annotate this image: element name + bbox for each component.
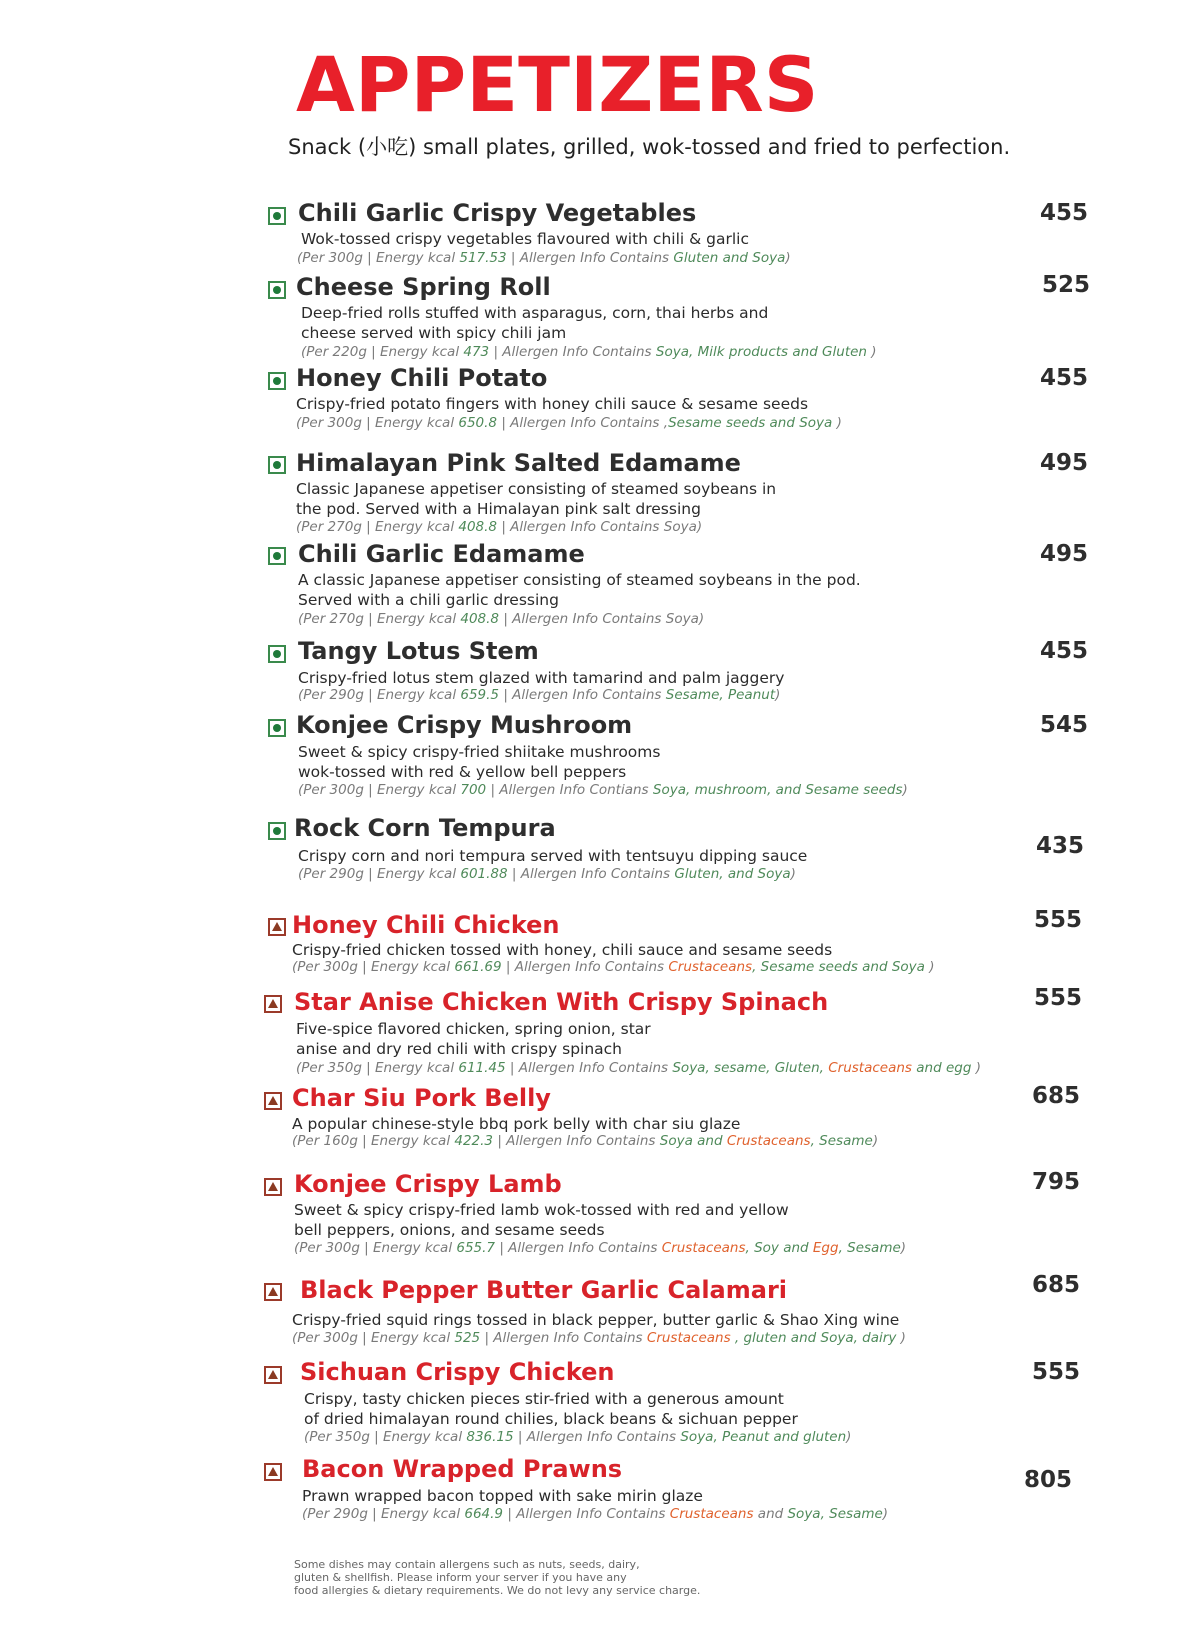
info-segment: | Allergen Info Contains bbox=[507, 866, 675, 882]
info-segment: ) bbox=[882, 1506, 889, 1522]
description-line: bell peppers, onions, and sesame seeds bbox=[294, 1221, 605, 1239]
item-name: Cheese Spring Roll bbox=[296, 273, 551, 301]
info-segment: Sesame, Peanut bbox=[665, 687, 776, 703]
info-segment: (Per 290g | Energy kcal bbox=[302, 1506, 465, 1522]
item-name: Star Anise Chicken With Crispy Spinach bbox=[294, 988, 829, 1016]
item-nutrition-info bbox=[296, 414, 842, 432]
item-nutrition-info bbox=[298, 610, 704, 628]
non-veg-icon bbox=[268, 918, 286, 936]
item-description bbox=[298, 570, 861, 610]
info-segment: (Per 300g | Energy kcal bbox=[297, 250, 460, 266]
item-price: 525 bbox=[1042, 272, 1091, 298]
item-nutrition-info bbox=[302, 1505, 888, 1523]
info-segment: ) bbox=[832, 415, 842, 431]
item-name: Himalayan Pink Salted Edamame bbox=[296, 449, 741, 477]
description-line: A classic Japanese appetiser consisting of steamed soybeans in the pod. bbox=[298, 571, 861, 589]
item-price: 545 bbox=[1040, 712, 1089, 738]
description-line: Crispy-fried lotus stem glazed with tamarind and palm jaggery bbox=[298, 669, 785, 687]
info-segment: 601.88 bbox=[460, 866, 508, 882]
item-name: Tangy Lotus Stem bbox=[298, 637, 539, 665]
info-segment: 661.69 bbox=[454, 959, 502, 975]
item-description bbox=[298, 742, 660, 782]
info-segment: and bbox=[753, 1506, 788, 1522]
item-price: 555 bbox=[1032, 1359, 1081, 1385]
info-segment: and egg bbox=[911, 1060, 972, 1076]
info-segment: 650.8 bbox=[458, 415, 498, 431]
item-price: 455 bbox=[1040, 200, 1089, 226]
info-segment: | Allergen Info Contains bbox=[503, 1506, 670, 1522]
info-segment: 422.3 bbox=[454, 1133, 494, 1149]
info-segment: 659.5 bbox=[460, 687, 500, 703]
veg-icon bbox=[268, 456, 286, 474]
info-segment: (Per 300g | Energy kcal bbox=[292, 959, 455, 975]
description-line: Classic Japanese appetiser consisting of steamed soybeans in bbox=[296, 480, 777, 498]
info-segment: Crustaceans bbox=[669, 1506, 754, 1522]
info-segment: ) bbox=[866, 344, 877, 360]
item-description bbox=[292, 1310, 899, 1330]
info-segment: | Allergen Info Contains bbox=[489, 344, 656, 360]
info-segment: , Sesame bbox=[810, 1133, 873, 1149]
description-line: cheese served with spicy chili jam bbox=[301, 324, 567, 342]
item-name: Rock Corn Tempura bbox=[294, 814, 556, 842]
info-segment: 700 bbox=[460, 782, 487, 798]
info-segment: ) bbox=[790, 866, 796, 882]
veg-icon bbox=[268, 645, 286, 663]
description-line: Sweet & spicy crispy-fried lamb wok-tossed with red and yellow bbox=[294, 1201, 789, 1219]
info-segment: (Per 220g | Energy kcal bbox=[301, 344, 464, 360]
item-price: 805 bbox=[1024, 1467, 1073, 1493]
info-segment: (Per 290g | Energy kcal bbox=[298, 687, 461, 703]
info-segment: Egg bbox=[812, 1240, 839, 1256]
page-title: APPETIZERS bbox=[296, 40, 819, 129]
item-description bbox=[301, 229, 749, 249]
info-segment: | Allergen Info Contains bbox=[495, 1240, 662, 1256]
item-description bbox=[294, 1200, 789, 1240]
item-description bbox=[296, 479, 776, 519]
info-segment: 408.8 bbox=[460, 611, 500, 627]
item-price: 555 bbox=[1034, 907, 1083, 933]
description-line: anise and dry red chili with crispy spinach bbox=[296, 1040, 623, 1058]
info-segment: (Per 300g | Energy kcal bbox=[292, 1330, 455, 1346]
info-segment: | Allergen Info Contains bbox=[493, 1133, 660, 1149]
info-segment: ) bbox=[846, 1429, 852, 1445]
info-segment: 611.45 bbox=[458, 1060, 506, 1076]
item-description bbox=[298, 846, 807, 866]
info-segment: (Per 160g | Energy kcal bbox=[292, 1133, 455, 1149]
item-nutrition-info bbox=[296, 518, 702, 536]
info-segment: ) bbox=[924, 959, 935, 975]
info-segment: ) bbox=[900, 1240, 907, 1256]
info-segment: (Per 270g | Energy kcal bbox=[296, 519, 459, 535]
item-nutrition-info bbox=[296, 1059, 981, 1077]
info-segment: (Per 300g | Energy kcal bbox=[296, 415, 459, 431]
item-description bbox=[292, 1114, 740, 1134]
info-segment: | Allergen Info Contians bbox=[486, 782, 653, 798]
item-name: Sichuan Crispy Chicken bbox=[300, 1358, 615, 1386]
info-segment: (Per 300g | Energy kcal bbox=[298, 782, 461, 798]
non-veg-icon bbox=[264, 1366, 282, 1384]
info-segment: Soya, Sesame bbox=[787, 1506, 883, 1522]
info-segment: | Allergen Info Contains , bbox=[497, 415, 669, 431]
info-segment: ) bbox=[971, 1060, 981, 1076]
info-segment: (Per 350g | Energy kcal bbox=[296, 1060, 459, 1076]
item-name: Black Pepper Butter Garlic Calamari bbox=[300, 1276, 788, 1304]
info-segment: | Allergen Info Contains Soya) bbox=[499, 611, 705, 627]
item-description bbox=[296, 1019, 651, 1059]
description-line: Crispy-fried chicken tossed with honey, chili sauce and sesame seeds bbox=[292, 941, 833, 959]
item-price: 685 bbox=[1032, 1083, 1081, 1109]
info-segment: (Per 300g | Energy kcal bbox=[294, 1240, 457, 1256]
description-line: Crispy-fried squid rings tossed in black pepper, butter garlic & Shao Xing wine bbox=[292, 1311, 900, 1329]
description-line: A popular chinese-style bbq pork belly with char siu glaze bbox=[292, 1115, 741, 1133]
info-segment: (Per 290g | Energy kcal bbox=[298, 866, 461, 882]
item-price: 455 bbox=[1040, 365, 1089, 391]
item-nutrition-info bbox=[297, 249, 791, 267]
item-nutrition-info bbox=[292, 1132, 878, 1150]
info-segment: , gluten and Soya, dairy bbox=[734, 1330, 897, 1346]
info-segment: , Sesame seeds and Soya bbox=[752, 959, 925, 975]
info-segment: 655.7 bbox=[456, 1240, 496, 1256]
veg-icon bbox=[268, 822, 286, 840]
item-description bbox=[298, 668, 784, 688]
item-nutrition-info bbox=[298, 865, 796, 883]
note-line: gluten & shellfish. Please inform your server if you have any bbox=[294, 1571, 627, 1584]
info-segment: ) bbox=[872, 1133, 879, 1149]
non-veg-icon bbox=[264, 1178, 282, 1196]
allergen-note bbox=[294, 1558, 700, 1597]
description-line: of dried himalayan round chilies, black beans & sichuan pepper bbox=[304, 1410, 798, 1428]
info-segment: Crustaceans bbox=[661, 1240, 746, 1256]
info-segment: 408.8 bbox=[458, 519, 498, 535]
veg-icon bbox=[268, 547, 286, 565]
veg-icon bbox=[268, 719, 286, 737]
description-line: wok-tossed with red & yellow bell peppers bbox=[298, 763, 627, 781]
info-segment: Soya, Milk products and Gluten bbox=[655, 344, 867, 360]
description-line: Crispy-fried potato fingers with honey chili sauce & sesame seeds bbox=[296, 395, 809, 413]
info-segment: (Per 350g | Energy kcal bbox=[304, 1429, 467, 1445]
info-segment: ) bbox=[902, 782, 908, 798]
description-line: the pod. Served with a Himalayan pink salt dressing bbox=[296, 500, 701, 518]
item-price: 555 bbox=[1034, 985, 1083, 1011]
info-segment: | Allergen Info Contains bbox=[505, 1060, 673, 1076]
item-nutrition-info bbox=[298, 686, 780, 704]
info-segment: 836.15 bbox=[466, 1429, 514, 1445]
page-subtitle: Snack (小吃) small plates, grilled, wok-tossed and fried to perfection. bbox=[288, 135, 1011, 159]
info-segment: 664.9 bbox=[464, 1506, 504, 1522]
item-price: 435 bbox=[1036, 833, 1085, 859]
info-segment: Soya and bbox=[659, 1133, 727, 1149]
non-veg-icon bbox=[264, 1463, 282, 1481]
item-description bbox=[301, 303, 768, 343]
description-line: Wok-tossed crispy vegetables flavoured with chili & garlic bbox=[301, 230, 749, 248]
info-segment: 473 bbox=[463, 344, 490, 360]
info-segment: 517.53 bbox=[459, 250, 507, 266]
veg-icon bbox=[268, 281, 286, 299]
non-veg-icon bbox=[264, 995, 282, 1013]
description-line: Crispy, tasty chicken pieces stir-fried with a generous amount bbox=[304, 1390, 784, 1408]
info-segment: Crustaceans bbox=[828, 1060, 912, 1076]
item-nutrition-info bbox=[301, 343, 877, 361]
info-segment: Soya, sesame, Gluten, bbox=[672, 1060, 829, 1076]
info-segment: | Allergen Info Contains Soya) bbox=[497, 519, 703, 535]
item-price: 685 bbox=[1032, 1272, 1081, 1298]
description-line: Sweet & spicy crispy-fried shiitake mushrooms bbox=[298, 743, 661, 761]
info-segment: Soya, Peanut and gluten bbox=[680, 1429, 847, 1445]
item-nutrition-info bbox=[304, 1428, 851, 1446]
item-name: Bacon Wrapped Prawns bbox=[302, 1455, 623, 1483]
item-price: 455 bbox=[1040, 638, 1089, 664]
item-description bbox=[304, 1389, 798, 1429]
item-nutrition-info bbox=[292, 958, 935, 976]
veg-icon bbox=[268, 372, 286, 390]
non-veg-icon bbox=[264, 1092, 282, 1110]
item-price: 795 bbox=[1032, 1169, 1081, 1195]
info-segment: | Allergen Info Contains bbox=[506, 250, 674, 266]
info-segment: ) bbox=[775, 687, 781, 703]
info-segment: Gluten, and Soya bbox=[674, 866, 791, 882]
description-line: Served with a chili garlic dressing bbox=[298, 591, 559, 609]
item-name: Konjee Crispy Mushroom bbox=[296, 711, 633, 739]
item-description bbox=[296, 394, 808, 414]
note-line: food allergies & dietary requirements. We do not levy any service charge. bbox=[294, 1584, 701, 1597]
non-veg-icon bbox=[264, 1283, 282, 1301]
item-nutrition-info bbox=[294, 1239, 906, 1257]
item-name: Char Siu Pork Belly bbox=[292, 1084, 551, 1112]
info-segment: | Allergen Info Contains bbox=[499, 687, 666, 703]
item-description bbox=[292, 940, 832, 960]
item-nutrition-info bbox=[292, 1329, 906, 1347]
info-segment: , Soy and bbox=[745, 1240, 813, 1256]
info-segment: ) bbox=[896, 1330, 906, 1346]
veg-icon bbox=[268, 207, 286, 225]
info-segment: Crustaceans bbox=[726, 1133, 811, 1149]
info-segment: | Allergen Info Contains bbox=[501, 959, 669, 975]
info-segment: Crustaceans bbox=[668, 959, 753, 975]
info-segment: | Allergen Info Contains bbox=[513, 1429, 681, 1445]
info-segment: Gluten and Soya bbox=[673, 250, 786, 266]
info-segment: , Sesame bbox=[838, 1240, 901, 1256]
info-segment: (Per 270g | Energy kcal bbox=[298, 611, 461, 627]
item-name: Honey Chili Chicken bbox=[292, 911, 560, 939]
info-segment: Crustaceans bbox=[646, 1330, 735, 1346]
description-line: Crispy corn and nori tempura served with tentsuyu dipping sauce bbox=[298, 847, 808, 865]
item-nutrition-info bbox=[298, 781, 908, 799]
info-segment: Sesame seeds and Soya bbox=[668, 415, 833, 431]
item-price: 495 bbox=[1040, 450, 1089, 476]
info-segment: 525 bbox=[454, 1330, 481, 1346]
item-description bbox=[302, 1486, 703, 1506]
info-segment: ) bbox=[785, 250, 791, 266]
description-line: Prawn wrapped bacon topped with sake mirin glaze bbox=[302, 1487, 703, 1505]
description-line: Five-spice flavored chicken, spring onion, star bbox=[296, 1020, 651, 1038]
item-name: Konjee Crispy Lamb bbox=[294, 1170, 562, 1198]
item-name: Honey Chili Potato bbox=[296, 364, 548, 392]
item-name: Chili Garlic Crispy Vegetables bbox=[298, 199, 697, 227]
info-segment: | Allergen Info Contains bbox=[480, 1330, 647, 1346]
note-line: Some dishes may contain allergens such as nuts, seeds, dairy, bbox=[294, 1558, 640, 1571]
item-price: 495 bbox=[1040, 541, 1089, 567]
description-line: Deep-fried rolls stuffed with asparagus, corn, thai herbs and bbox=[301, 304, 769, 322]
info-segment: Soya, mushroom, and Sesame seeds bbox=[652, 782, 903, 798]
item-name: Chili Garlic Edamame bbox=[298, 540, 585, 568]
